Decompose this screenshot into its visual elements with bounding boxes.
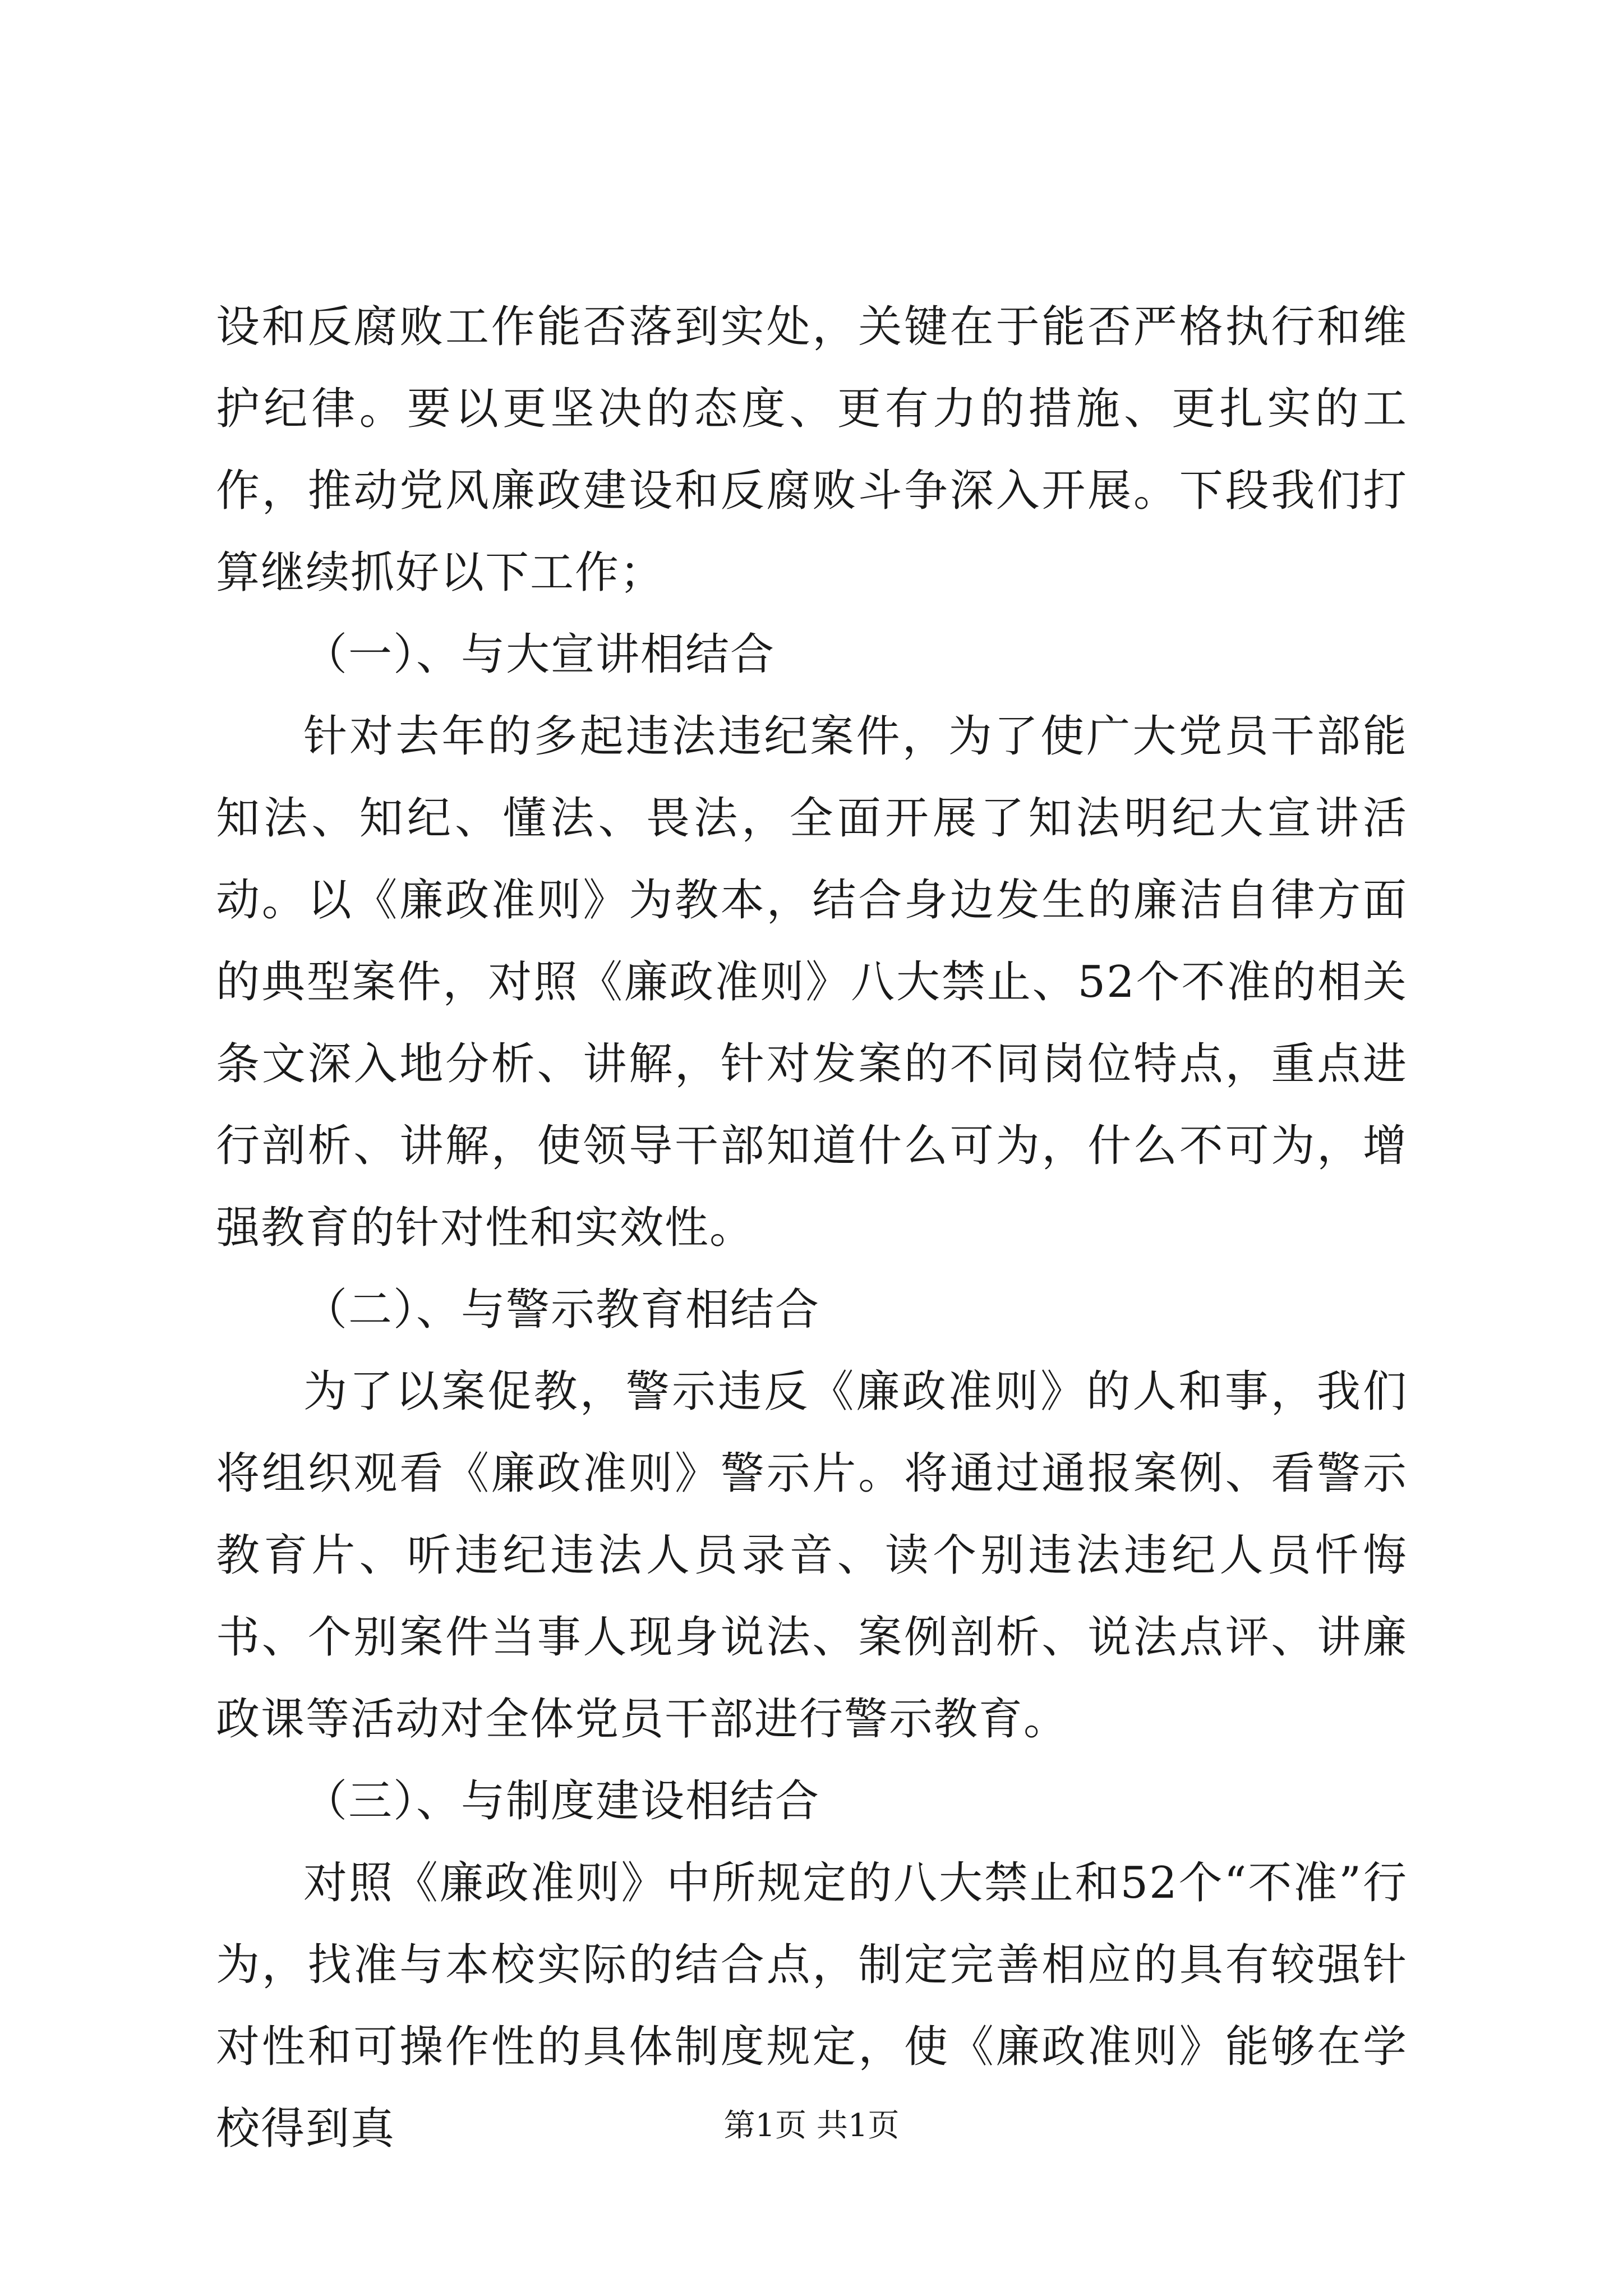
section-heading-1: （一）、与大宣讲相结合: [303, 629, 776, 680]
paragraph-section-2: 为了以案促教，警示违反《廉政准则》的人和事，我们将组织观看《廉政准则》警示片。将通过通报案例、看警示教育片、听违纪违法人员录音、读个别违法违纪人员忏悔书、个别案件当事人现身说法、案例剖析、说法点评、讲廉政课等活动对全体党员干部进行警示教育。: [216, 1366, 1408, 1745]
paragraph-continuation: 设和反腐败工作能否落到实处，关键在于能否严格执行和维护纪律。要以更坚决的态度、更有力的措施、更扎实的工作，推动党风廉政建设和反腐败斗争深入开展。下段我们打算继续抓好以下工作；: [216, 302, 1408, 598]
section-heading-2: （二）、与警示教育相结合: [303, 1285, 820, 1335]
page-footer: 第1页 共1页: [723, 2108, 900, 2144]
section-heading-3: （三）、与制度建设相结合: [303, 1776, 820, 1826]
paragraph-section-3: 对照《廉政准则》中所规定的八大禁止和52个“不准”行为，找准与本校实际的结合点，制定完善相应的具有较强针对性和可操作性的具体制度规定，使《廉政准则》能够在学校得到真: [216, 1858, 1408, 2154]
paragraph-section-1: 针对去年的多起违法违纪案件，为了使广大党员干部能知法、知纪、懂法、畏法，全面开展了知法明纪大宣讲活动。以《廉政准则》为教本，结合身边发生的廉洁自律方面的典型案件，对照《廉政准则》八大禁止、52个不准的相关条文深入地分析、讲解，针对发案的不同岗位特点，重点进行剖析、讲解，使领导干部知道什么可为，什么不可为，增强教育的针对性和实效性。: [216, 711, 1408, 1253]
document-body: [216, 286, 1408, 2170]
